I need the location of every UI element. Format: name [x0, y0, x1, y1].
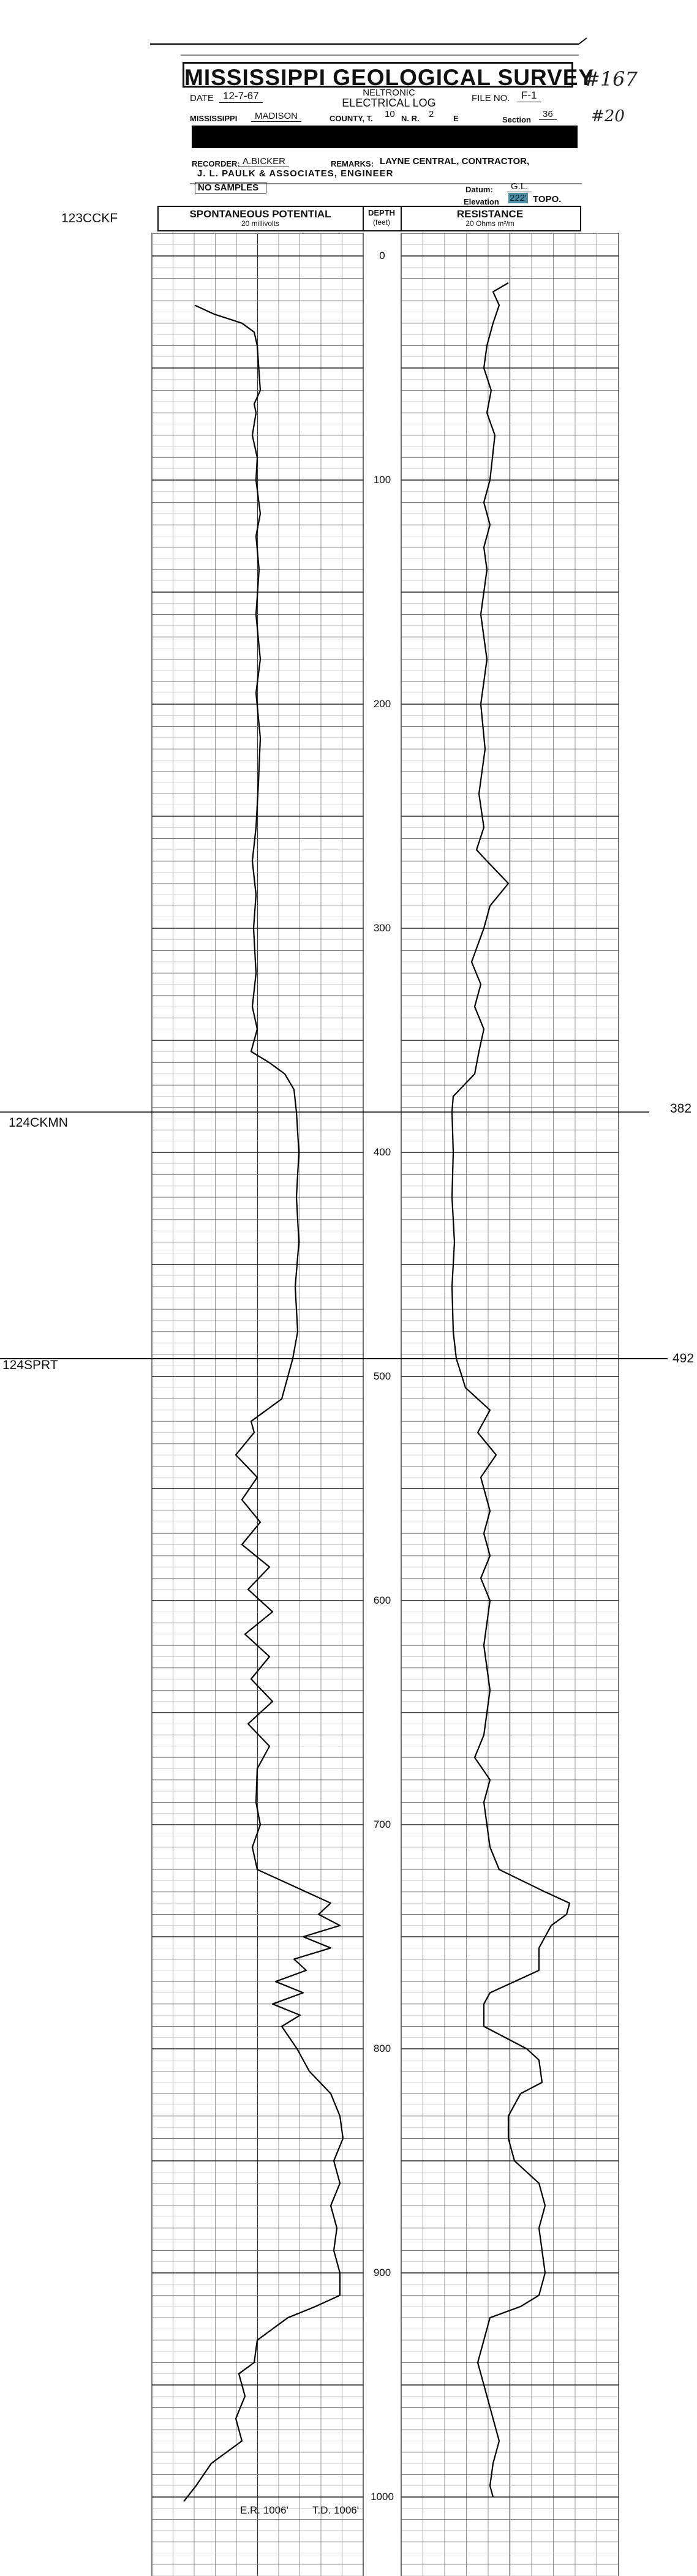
depth-tick-300: 300: [364, 922, 401, 934]
redaction-bar: [192, 126, 578, 148]
page-title: MISSISSIPPI GEOLOGICAL SURVEY: [184, 65, 595, 90]
remarks-value: LAYNE CENTRAL, CONTRACTOR,: [380, 156, 530, 167]
file-no-label: FILE NO.: [472, 93, 510, 103]
depth-tick-100: 100: [364, 474, 401, 486]
datum-label: Datum:: [465, 185, 493, 194]
marker-label-124ckmn: 124CKMN: [9, 1116, 68, 1130]
depth-column-subtitle: (feet): [372, 218, 390, 227]
marker-depth-492: 492: [673, 1351, 695, 1365]
log-type-line2: ELECTRICAL LOG: [342, 97, 436, 109]
recorder-label: RECORDER:: [192, 159, 240, 168]
total-depth: T.D. 1006': [312, 2504, 360, 2516]
date-label: DATE: [190, 93, 214, 103]
depth-tick-400: 400: [364, 1146, 401, 1158]
depth-tick-600: 600: [364, 1594, 401, 1607]
remarks-label: REMARKS:: [331, 159, 374, 168]
file-no-value: F-1: [518, 89, 541, 102]
n-label: N. R.: [401, 114, 420, 123]
depth-tick-0: 0: [364, 250, 401, 262]
county-label: COUNTY, T.: [330, 114, 373, 123]
resistance-column-title: RESISTANCE: [456, 208, 524, 220]
depth-tick-200: 200: [364, 698, 401, 710]
recorder-value: A.BICKER: [239, 156, 289, 167]
resistance-track-grid: [401, 233, 619, 2576]
depth-tick-900: 900: [364, 2267, 401, 2279]
page-corner-mark: [579, 38, 587, 44]
log-type-line1: NELTRONIC: [363, 88, 415, 98]
section-value: 36: [539, 109, 557, 120]
date-value: 12-7-67: [219, 90, 263, 103]
range-value: 2: [429, 109, 434, 119]
depth-tick-700: 700: [364, 1819, 401, 1831]
township-value: 10: [385, 109, 395, 119]
section-label: Section: [502, 115, 531, 124]
elevation-reference: E.R. 1006': [240, 2504, 288, 2516]
e-label: E: [453, 114, 459, 123]
datum-value: G.L.: [507, 181, 532, 192]
handwritten-note: #20: [591, 107, 625, 126]
marker-label-124sprt: 124SPRT: [2, 1358, 58, 1372]
sp-column-title: SPONTANEOUS POTENTIAL: [189, 208, 331, 220]
samples-label: NO SAMPLES: [195, 182, 266, 193]
depth-tick-800: 800: [364, 2043, 401, 2055]
state-label: MISSISSIPPI: [190, 114, 238, 123]
depth-tick-500: 500: [364, 1370, 401, 1383]
marker-depth-382: 382: [670, 1102, 692, 1116]
elevation-value: 222': [510, 193, 527, 203]
resistance-curve: [452, 283, 570, 2497]
elevation-label: Elevation: [464, 197, 499, 206]
marker-label-123cckf: 123CCKF: [61, 211, 118, 225]
resistance-column-subtitle: 20 Ohms m²/m: [465, 219, 514, 228]
title-box: [183, 62, 595, 90]
engineer-line: J. L. PAULK & ASSOCIATES, ENGINEER: [197, 168, 394, 179]
elevation-suffix: TOPO.: [533, 194, 562, 205]
sp-column-subtitle: 20 millivolts: [241, 219, 279, 228]
county-value: MADISON: [251, 111, 301, 122]
depth-tick-1000: 1000: [364, 2491, 401, 2503]
depth-column-title: DEPTH: [367, 208, 396, 217]
handwritten-number: #167: [584, 67, 638, 91]
